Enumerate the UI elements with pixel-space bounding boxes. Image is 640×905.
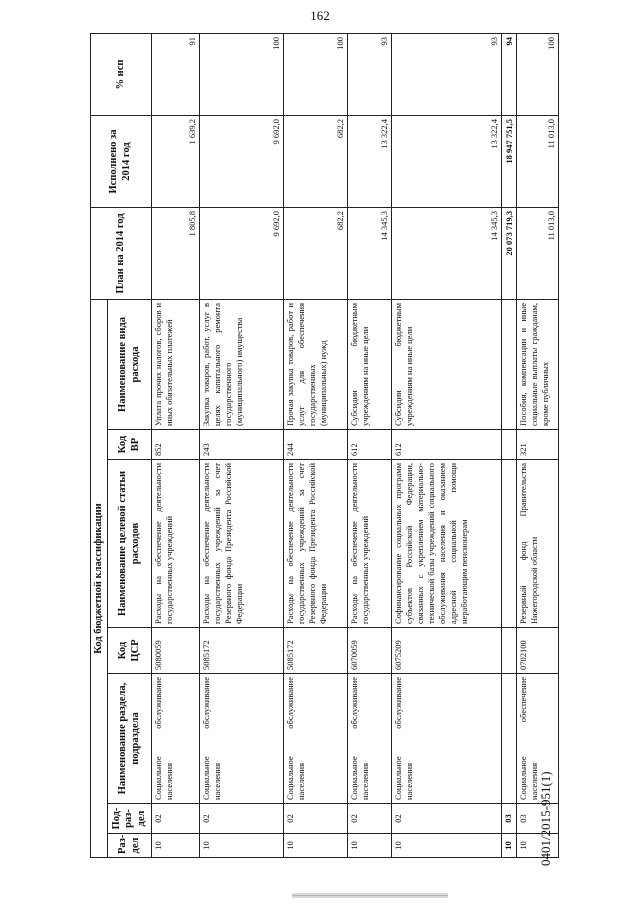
- budget-table: [90, 33, 559, 858]
- cell-vr: 243: [200, 430, 284, 460]
- cell-article: Расходы на обеспечение деятельности государственных учреждений: [348, 460, 392, 628]
- cell-razdel: 10: [200, 834, 284, 858]
- cell-pct: 93: [392, 33, 502, 115]
- cell-plan: 14 345,3: [392, 207, 502, 299]
- cell-article: Резервный фонд Правительства Нижегородской области: [517, 460, 559, 628]
- page-number: 162: [310, 8, 330, 23]
- cell-section: Социальное обслуживание населения: [284, 674, 348, 804]
- header-vr: Код ВР: [108, 430, 152, 460]
- cell-vr: 612: [392, 430, 502, 460]
- cell-plan: 9 692,0: [200, 207, 284, 299]
- cell-podrazdel: 02: [348, 804, 392, 834]
- cell-razdel: 10: [502, 834, 517, 858]
- cell-vr-name: Уплата прочих налогов, сборов и иных обязательных платежей: [152, 299, 200, 429]
- cell-vr-name: Прочая закупка товаров, работ и услуг для обеспечения государственных (муниципальных) нужд: [284, 299, 348, 429]
- cell-razdel: 10: [284, 834, 348, 858]
- cell-article: Расходы на обеспечение деятельности государственных учреждений за счет Резервного фонда Президента Российской Федерации: [200, 460, 284, 628]
- cell-vr: 612: [348, 430, 392, 460]
- cell-section: [502, 674, 517, 804]
- cell-plan: 1 805,8: [152, 207, 200, 299]
- cell-csr: 6070059: [348, 628, 392, 674]
- table-row: [348, 33, 392, 857]
- cell-section: Социальное обслуживание населения: [348, 674, 392, 804]
- header-article-name: Наименование целевой статьи расходов: [108, 460, 152, 628]
- total-row: [502, 33, 517, 857]
- footer-scan-bar: [292, 893, 448, 898]
- cell-pct: 93: [348, 33, 392, 115]
- cell-podrazdel: 03: [517, 804, 559, 834]
- cell-plan: 20 073 719,3: [502, 207, 517, 299]
- cell-csr: 5080059: [152, 628, 200, 674]
- table-row: [152, 33, 200, 857]
- cell-vr: [502, 430, 517, 460]
- cell-section: Социальное обслуживание населения: [152, 674, 200, 804]
- cell-pct: 100: [517, 33, 559, 115]
- cell-pct: 100: [284, 33, 348, 115]
- cell-csr: 5085172: [284, 628, 348, 674]
- table-row: [284, 33, 348, 857]
- cell-vr-name: Пособия, компенсации и иные социальные выплаты гражданам, кроме публичных: [517, 299, 559, 429]
- cell-razdel: 10: [348, 834, 392, 858]
- cell-section: Социальное обслуживание населения: [200, 674, 284, 804]
- band-header: Код бюджетной классификации: [91, 299, 108, 857]
- cell-done: 13 322,4: [348, 115, 392, 207]
- cell-csr: 6075209: [392, 628, 502, 674]
- cell-done: 1 639,2: [152, 115, 200, 207]
- header-vr-name: Наименование вида расхода: [108, 299, 152, 429]
- cell-csr: [502, 628, 517, 674]
- header-section-name: Наименование раздела, подраздела: [108, 674, 152, 804]
- table-row: [517, 33, 559, 857]
- cell-razdel: 10: [517, 834, 559, 858]
- cell-podrazdel: 02: [152, 804, 200, 834]
- table-row: [200, 33, 284, 857]
- cell-article: Софинансирование социальных программ субъектов Российской Федерации, связанных с укреплением материально-технической базы учреждений социального обслуживания населения и оказанием адресной социальной помощи неработающим пенсионерам: [392, 460, 502, 628]
- cell-plan: 14 345,3: [348, 207, 392, 299]
- cell-vr-name: Субсидии бюджетным учреждениям на иные цели: [392, 299, 502, 429]
- cell-plan: 11 013,0: [517, 207, 559, 299]
- cell-podrazdel: 02: [284, 804, 348, 834]
- cell-article: [502, 460, 517, 628]
- cell-done: 13 322,4: [392, 115, 502, 207]
- cell-pct: 91: [152, 33, 200, 115]
- table-row: [392, 33, 502, 857]
- cell-done: 682,2: [284, 115, 348, 207]
- header-podrazdel: Под-раз-дел: [108, 804, 152, 834]
- cell-podrazdel: 03: [502, 804, 517, 834]
- cell-section: Социальное обслуживание населения: [392, 674, 502, 804]
- header-done: Исполнено за 2014 год: [91, 115, 152, 207]
- cell-done: 9 692,0: [200, 115, 284, 207]
- cell-vr-name: Закупка товаров, работ, услуг в целях капитального ремонта государственного (муниципального) имущества: [200, 299, 284, 429]
- header-pct: % исп: [91, 33, 152, 115]
- cell-podrazdel: 02: [200, 804, 284, 834]
- cell-plan: 682,2: [284, 207, 348, 299]
- cell-vr-name: [502, 299, 517, 429]
- cell-razdel: 10: [392, 834, 502, 858]
- cell-pct: 100: [200, 33, 284, 115]
- cell-vr: 852: [152, 430, 200, 460]
- header-razdel: Раз-дел: [108, 834, 152, 858]
- cell-csr: 5085172: [200, 628, 284, 674]
- cell-csr: 0702100: [517, 628, 559, 674]
- cell-podrazdel: 02: [392, 804, 502, 834]
- header-plan: План на 2014 год: [91, 207, 152, 299]
- cell-article: Расходы на обеспечение деятельности государственных учреждений: [152, 460, 200, 628]
- cell-vr-name: Субсидии бюджетным учреждениям на иные цели: [348, 299, 392, 429]
- cell-article: Расходы на обеспечение деятельности государственных учреждений за счет Резервного фонда Президента Российской Федерации: [284, 460, 348, 628]
- rotated-table-container: [90, 34, 586, 858]
- cell-pct: 94: [502, 33, 517, 115]
- footer-rule: [292, 895, 448, 896]
- cell-vr: 244: [284, 430, 348, 460]
- document-code: 0401/2015-951(1): [538, 771, 553, 866]
- header-csr: Код ЦСР: [108, 628, 152, 674]
- cell-razdel: 10: [152, 834, 200, 858]
- cell-vr: 321: [517, 430, 559, 460]
- cell-section: Социальное обеспечение населения: [517, 674, 559, 804]
- cell-done: 18 947 751,5: [502, 115, 517, 207]
- cell-done: 11 013,0: [517, 115, 559, 207]
